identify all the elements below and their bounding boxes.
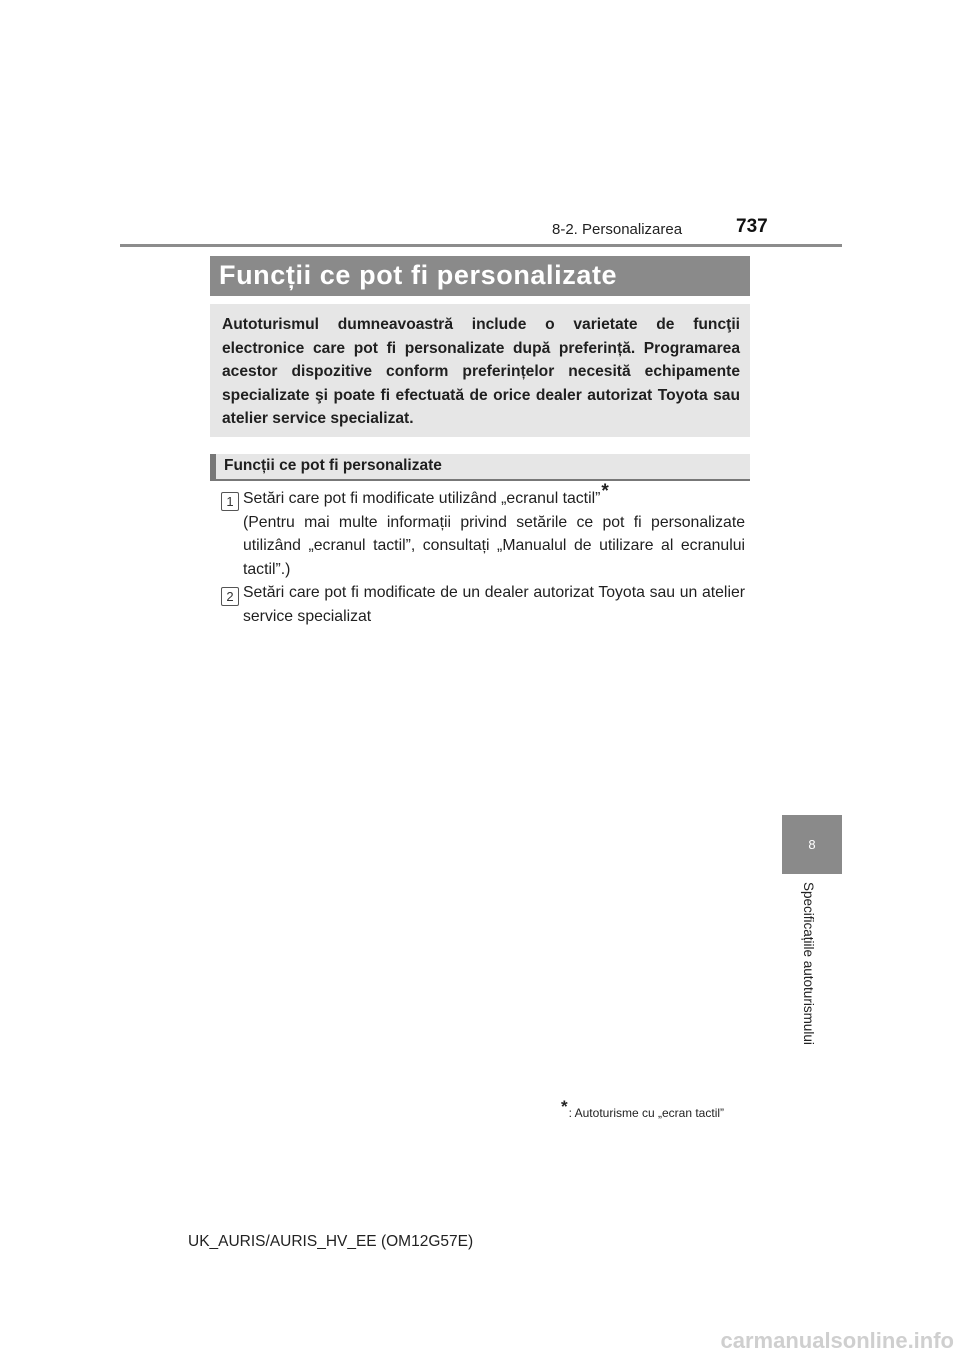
list-item: [243, 481, 745, 581]
page-title: Funcții ce pot fi personalizate: [210, 256, 750, 296]
asterisk-icon: *: [601, 481, 609, 502]
item-number-1: 1: [221, 492, 239, 511]
footnote: [560, 1097, 725, 1122]
watermark: carmanualsonline.info: [720, 1328, 954, 1353]
item-2-text: Setări care pot fi modificate de un dealer autorizat Toyota sau un atelier service specializat: [243, 584, 745, 625]
section-heading-label: Funcții ce pot fi personalizate: [224, 457, 442, 474]
item-number-2: 2: [221, 587, 239, 606]
list-item: [243, 581, 745, 628]
item-1-note: (Pentru mai multe informații privind setările ce pot fi personalizate utilizând „ecranul tactil”, consultați „Manualul de utilizare al ecranului tactil”.): [243, 513, 745, 578]
header-section-title: 8-2. Personalizarea: [552, 221, 683, 238]
chapter-tab-label: Specificațiile autoturismului: [801, 882, 816, 1045]
intro-box: [210, 304, 750, 437]
chapter-tab: 8: [782, 815, 842, 874]
intro-text: Autoturismul dumneavoastră include o varietate de funcţii electronice care pot fi personalizate după preferință. Programarea acestor dispozitive conform preferințelor necesită echipamente specializate şi poate fi efectuată de orice dealer autorizat Toyota sau atelier service specializat.: [222, 316, 740, 427]
section-heading-marker: [210, 454, 216, 479]
page-number: 737: [736, 216, 768, 237]
asterisk-icon: *: [561, 1097, 568, 1116]
footnote-text: : Autoturisme cu „ecran tactil”: [568, 1106, 725, 1120]
section-heading: [210, 454, 750, 481]
item-1-text: Setări care pot fi modificate utilizând „ecranul tactil”: [243, 490, 601, 507]
manual-code: UK_AURIS/AURIS_HV_EE (OM12G57E): [188, 1233, 474, 1250]
header-divider: [120, 244, 842, 247]
